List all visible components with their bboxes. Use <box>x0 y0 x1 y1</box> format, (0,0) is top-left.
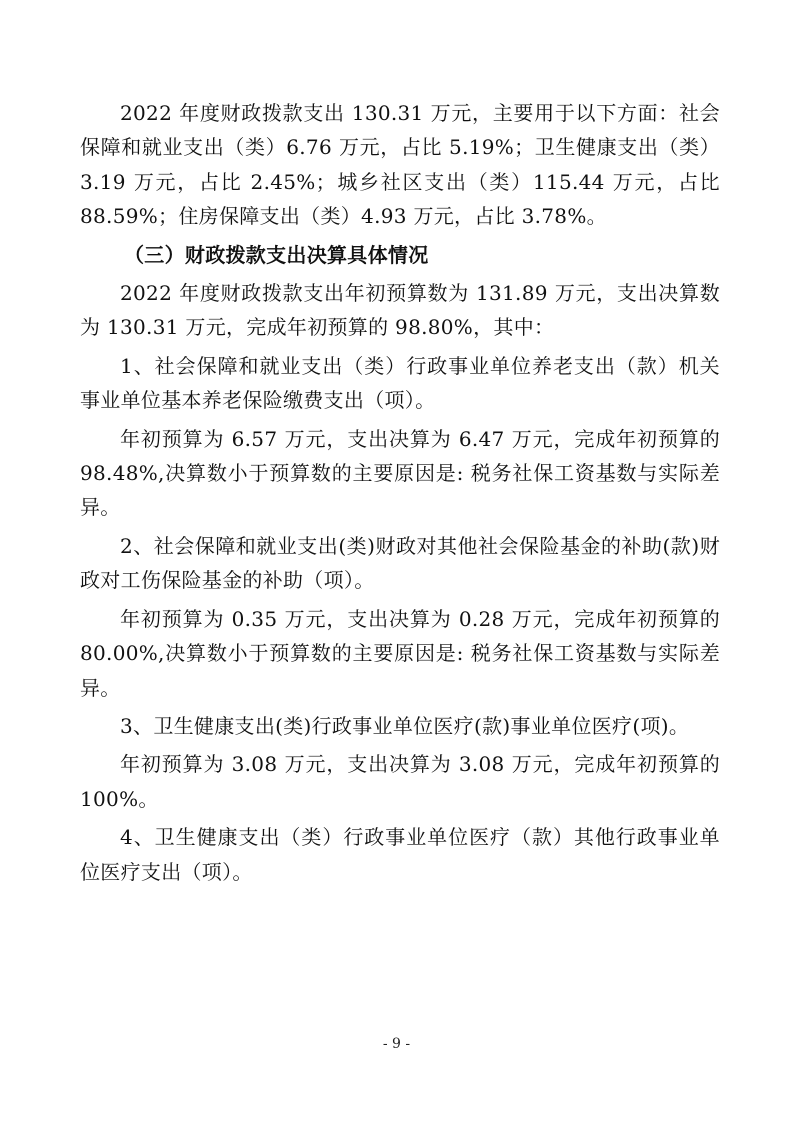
paragraph-item-2-title: 2、社会保障和就业支出(类)财政对其他社会保险基金的补助(款)财政对工伤保险基金的补助（项）。 <box>80 533 720 593</box>
paragraph-item-1-detail: 年初预算为 6.57 万元，支出决算为 6.47 万元，完成年初预算的 98.48%,决算数小于预算数的主要原因是: 税务社保工资基数与实际差异。 <box>80 426 720 520</box>
page-number: - 9 - <box>382 1036 411 1052</box>
paragraph-item-2-detail: 年初预算为 0.35 万元，支出决算为 0.28 万元，完成年初预算的 80.00%,决算数小于预算数的主要原因是: 税务社保工资基数与实际差异。 <box>80 606 720 700</box>
paragraph-item-4-title: 4、卫生健康支出（类）行政事业单位医疗（款）其他行政事业单位医疗支出（项）。 <box>80 825 720 884</box>
paragraph-item-1-title: 1、社会保障和就业支出（类）行政事业单位养老支出（款）机关事业单位基本养老保险缴费支出（项）。 <box>80 353 720 413</box>
paragraph-item-3-detail: 年初预算为 3.08 万元，支出决算为 3.08 万元，完成年初预算的 100%。 <box>80 752 720 811</box>
paragraph-expenditure-summary: 2022 年度财政拨款支出 130.31 万元，主要用于以下方面：社会保障和就业支出（类）6.76 万元，占比 5.19%；卫生健康支出（类）3.19 万元，占比 2.45%；城乡社区支出（类）115.44 万元，占比 88.59%；住房保障支出（类）4.93 万元，占比 3.78%。 <box>80 101 720 229</box>
paragraph-overall-budget: 2022 年度财政拨款支出年初预算数为 131.89 万元，支出决算数为 130.31 万元，完成年初预算的 98.80%，其中： <box>80 281 720 340</box>
page-content <box>80 96 720 889</box>
paragraph-item-3-title: 3、卫生健康支出(类)行政事业单位医疗(款)事业单位医疗(项)。 <box>120 713 690 738</box>
section-heading: （三）财政拨款支出决算具体情况 <box>124 242 429 267</box>
